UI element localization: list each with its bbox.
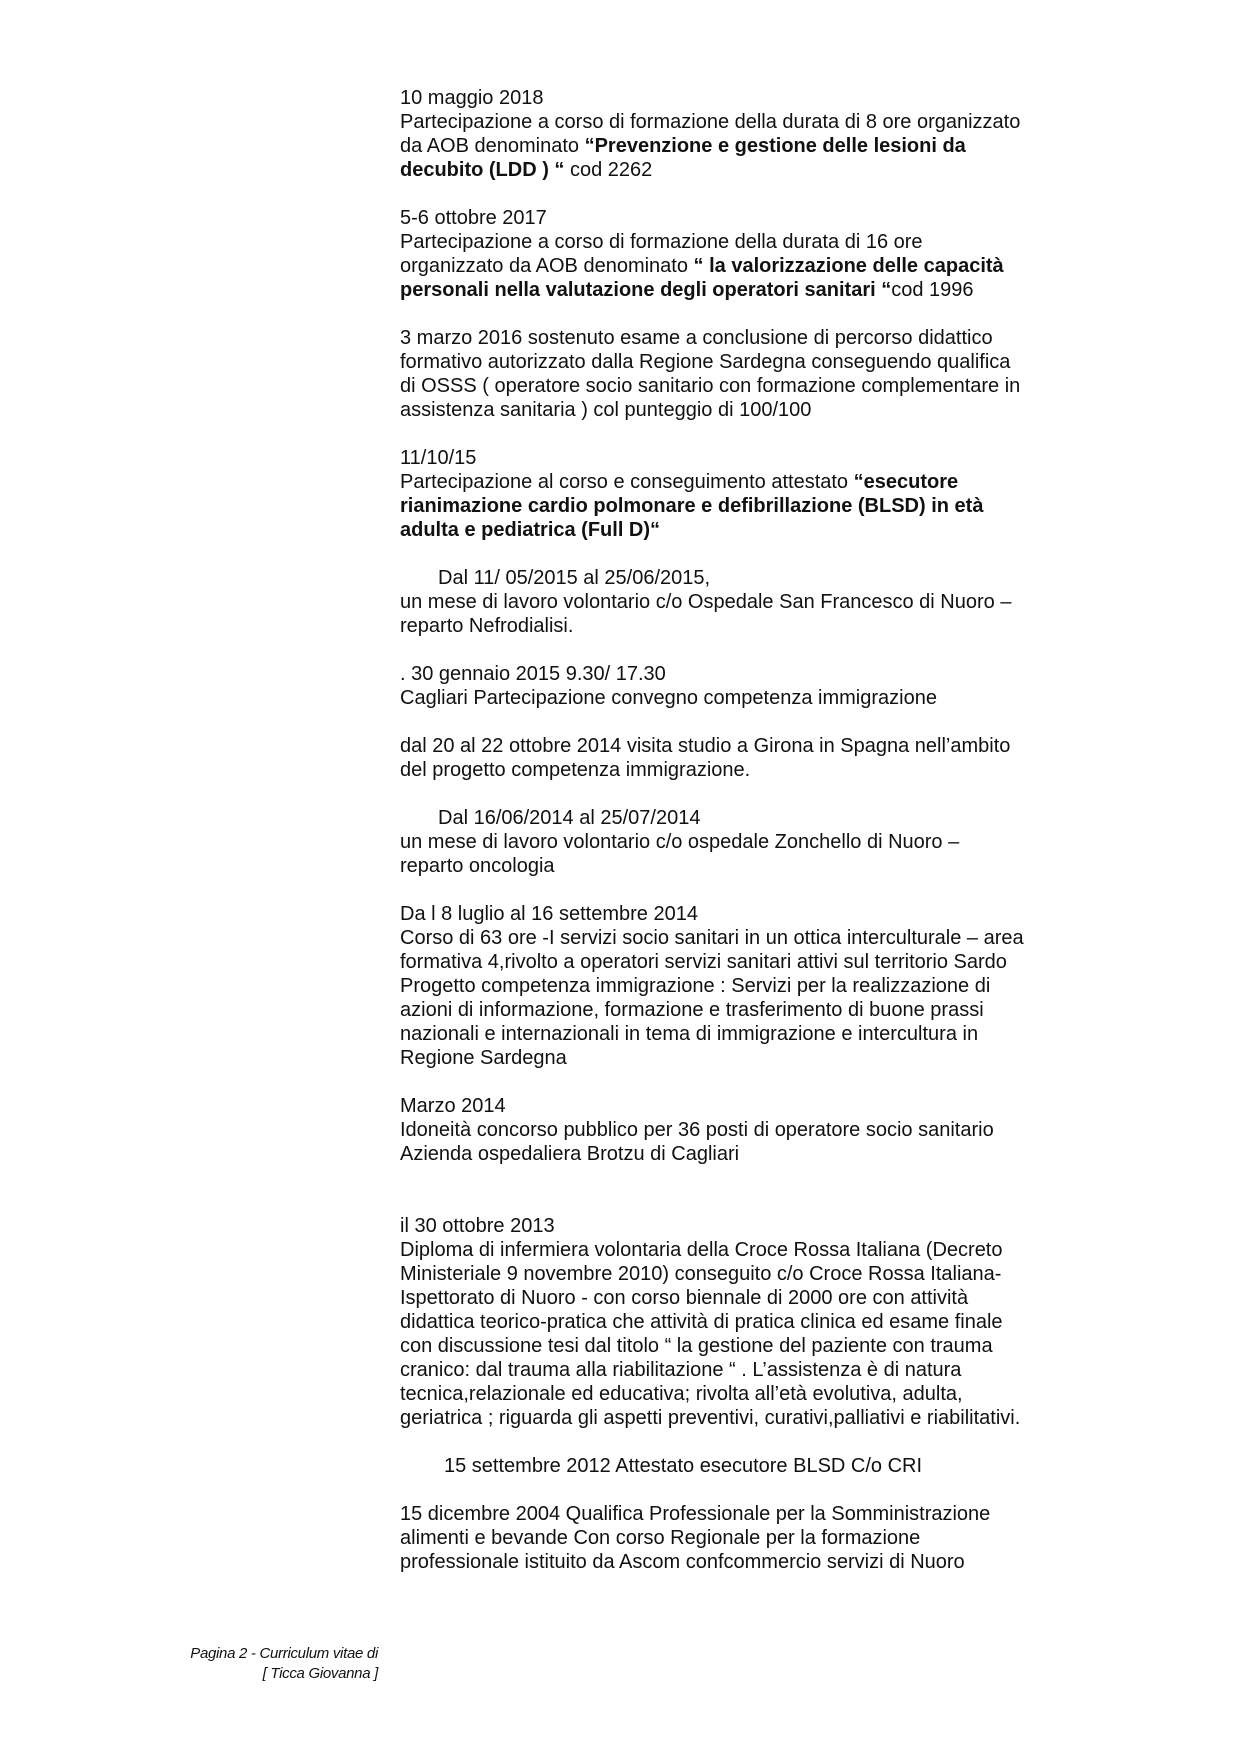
entry-text: formativo autorizzato dalla Regione Sardegna conseguendo qualifica (400, 351, 1011, 373)
course-title: decubito (LDD ) “ (400, 159, 565, 181)
entry-text: Azienda ospedaliera Brotzu di Cagliari (400, 1143, 740, 1165)
entry-text: Partecipazione a corso di formazione della durata di 16 ore (400, 231, 923, 253)
entry-blsd-cri (400, 1454, 1070, 1478)
entry-date: 5-6 ottobre 2017 (400, 207, 547, 229)
entry-text: 15 dicembre 2004 Qualifica Professionale per la Somministrazione (400, 1503, 991, 1525)
entry-text: nazionali e internazionali in tema di immigrazione e intercultura in (400, 1023, 979, 1045)
entry-capacita-course (400, 206, 1070, 302)
page-footer (150, 1644, 378, 1684)
entry-convegno (400, 662, 1070, 710)
entry-text: dal 20 al 22 ottobre 2014 visita studio a Girona in Spagna nell’ambito (400, 735, 1011, 757)
entry-text-part: organizzato da AOB denominato (400, 255, 694, 277)
entry-text: con discussione tesi dal titolo “ la gestione del paziente con trauma (400, 1335, 993, 1357)
course-code: cod 1996 (891, 279, 974, 301)
entry-text: geriatrica ; riguarda gli aspetti preventivi, curativi,palliativi e riabilitativi. (400, 1407, 1021, 1429)
entry-text: del progetto competenza immigrazione. (400, 759, 751, 781)
course-title: “Prevenzione e gestione delle lesioni da (584, 135, 966, 157)
entry-volunteer-nefrodialisi (400, 566, 1070, 638)
entry-text: professionale istituito da Ascom confcommercio servizi di Nuoro (400, 1551, 965, 1573)
entry-text: tecnica,relazionale ed educativa; rivolta all’età evolutiva, adulta, (400, 1383, 963, 1405)
entry-osss-exam (400, 326, 1070, 422)
course-title: rianimazione cardio polmonare e defibrillazione (BLSD) in età (400, 495, 984, 517)
footer-page-label: Pagina 2 - Curriculum vitae di (190, 1645, 378, 1662)
entry-text-part: Partecipazione al corso e conseguimento attestato (400, 471, 854, 493)
entry-text: assistenza sanitaria ) col punteggio di 100/100 (400, 399, 812, 421)
course-code: cod 2262 (564, 159, 653, 181)
entry-girona-visit (400, 734, 1070, 782)
entry-text: un mese di lavoro volontario c/o ospedale Zonchello di Nuoro – (400, 831, 960, 853)
entry-text (400, 158, 1070, 182)
entry-text: didattica teorico-pratica che attività di pratica clinica ed esame finale (400, 1311, 1003, 1333)
entry-date: 11/10/15 (400, 447, 477, 469)
entry-text: cranico: dal trauma alla riabilitazione “ . L’assistenza è di natura (400, 1359, 962, 1381)
entry-date: il 30 ottobre 2013 (400, 1215, 555, 1237)
entry-somministrazione (400, 1502, 1070, 1574)
entry-text: Corso di 63 ore -I servizi socio sanitari in un ottica interculturale – area (400, 927, 1024, 949)
entry-date: Da l 8 luglio al 16 settembre 2014 (400, 903, 698, 925)
entry-text: formativa 4,rivolto a operatori servizi sanitari attivi sul territorio Sardo (400, 951, 1007, 973)
course-title: personali nella valutazione degli operatori sanitari “ (400, 279, 892, 301)
entry-text: un mese di lavoro volontario c/o Ospedale San Francesco di Nuoro – (400, 591, 1012, 613)
entry-text (400, 134, 1070, 158)
course-title: “ la valorizzazione delle capacità (693, 255, 1004, 277)
entry-text: di OSSS ( operatore socio sanitario con formazione complementare in (400, 375, 1021, 397)
entry-intercultural-course (400, 902, 1070, 1070)
entry-concorso (400, 1094, 1070, 1166)
entry-date: Dal 11/ 05/2015 al 25/06/2015, (438, 567, 711, 589)
entry-ldd-course (400, 86, 1070, 182)
entry-cri-diploma (400, 1214, 1070, 1430)
entry-text (400, 254, 1070, 278)
course-title: “esecutore (853, 471, 959, 493)
entry-text: Regione Sardegna (400, 1047, 567, 1069)
entry-text (400, 470, 1070, 494)
entry-volunteer-oncologia (400, 806, 1070, 878)
entry-text: reparto oncologia (400, 855, 555, 877)
entry-text: Diploma di infermiera volontaria della Croce Rossa Italiana (Decreto (400, 1239, 1003, 1261)
entry-text: reparto Nefrodialisi. (400, 615, 574, 637)
entry-blsd-course (400, 446, 1070, 542)
entry-text: 3 marzo 2016 sostenuto esame a conclusione di percorso didattico (400, 327, 993, 349)
entry-text: Ministeriale 9 novembre 2010) conseguito c/o Croce Rossa Italiana- (400, 1263, 1002, 1285)
entry-date: Marzo 2014 (400, 1095, 506, 1117)
cv-body (400, 86, 1070, 1574)
entry-text: Ispettorato di Nuoro - con corso biennale di 2000 ore con attività (400, 1287, 969, 1309)
entry-text: azioni di informazione, formazione e trasferimento di buone prassi (400, 999, 984, 1021)
footer-author: [ Ticca Giovanna ] (262, 1665, 378, 1682)
entry-text: alimenti e bevande Con corso Regionale per la formazione (400, 1527, 921, 1549)
entry-date: 10 maggio 2018 (400, 87, 544, 109)
entry-date: . 30 gennaio 2015 9.30/ 17.30 (400, 663, 666, 685)
entry-text: Cagliari Partecipazione convegno competenza immigrazione (400, 687, 937, 709)
entry-text-part: da AOB denominato (400, 135, 585, 157)
entry-date: Dal 16/06/2014 al 25/07/2014 (438, 807, 701, 829)
entry-text: 15 settembre 2012 Attestato esecutore BLSD C/o CRI (444, 1455, 923, 1477)
entry-text: Progetto competenza immigrazione : Servizi per la realizzazione di (400, 975, 991, 997)
course-title: adulta e pediatrica (Full D)“ (400, 519, 661, 541)
entry-text: Idoneità concorso pubblico per 36 posti di operatore socio sanitario (400, 1119, 994, 1141)
entry-text (400, 278, 1070, 302)
entry-text: Partecipazione a corso di formazione della durata di 8 ore organizzato (400, 111, 1021, 133)
